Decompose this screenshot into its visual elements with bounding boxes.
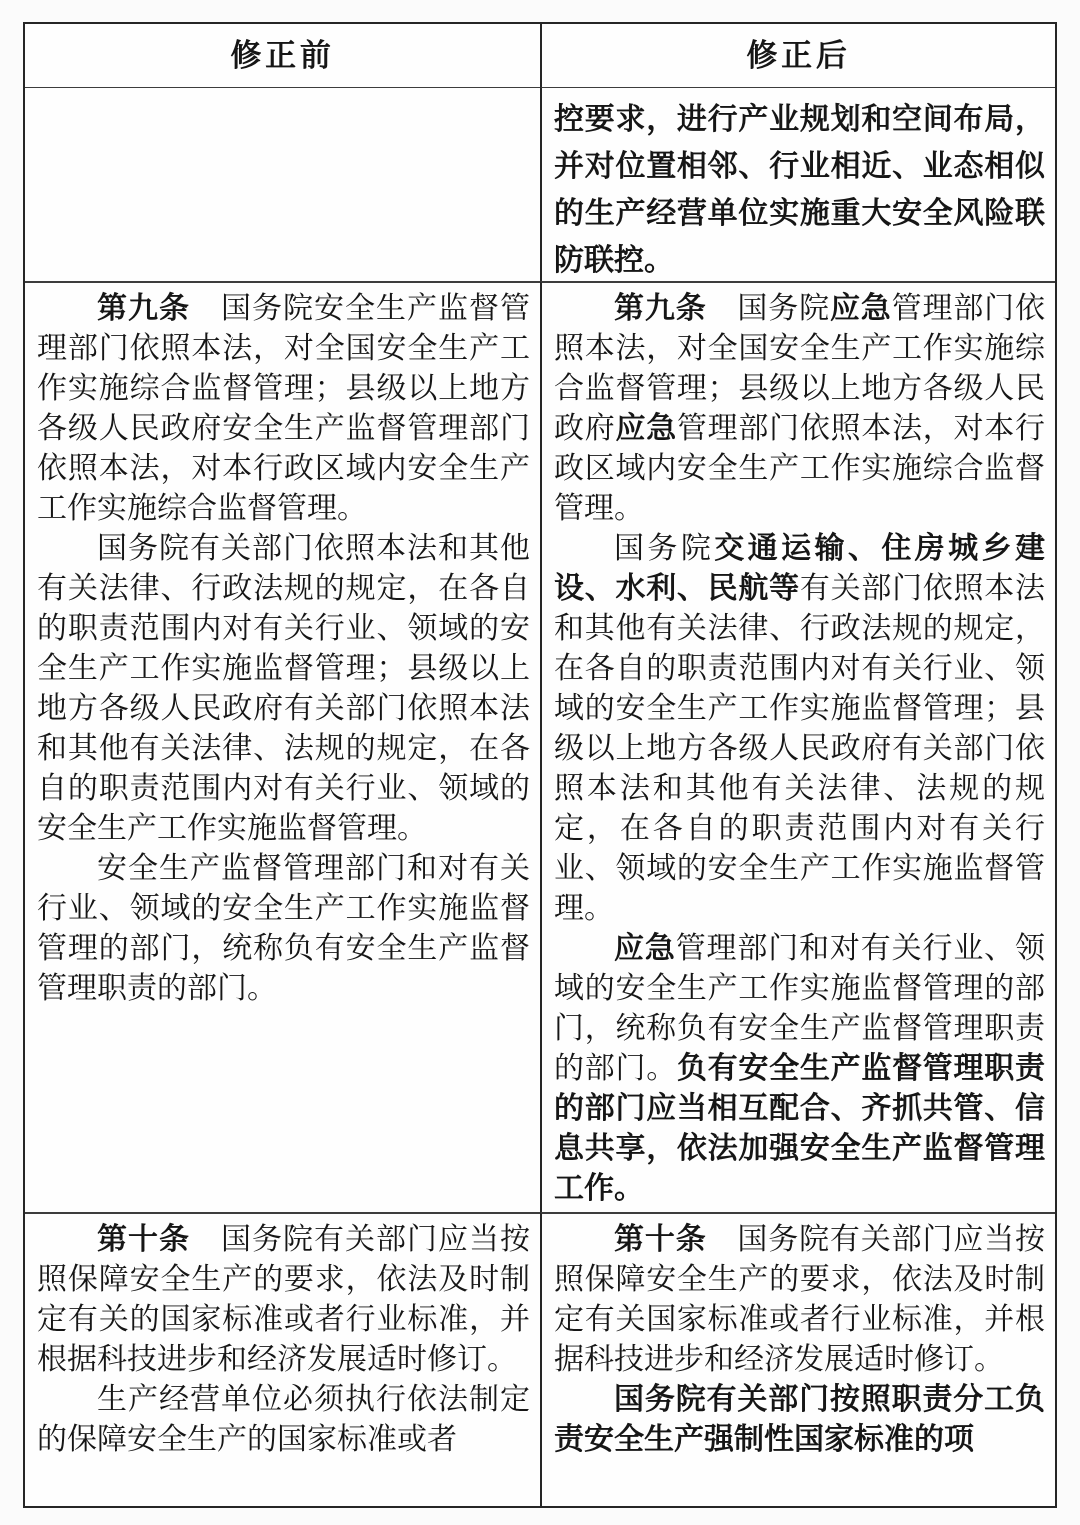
body-text: 国务院 [614,532,715,565]
body-text: 国务院有关部门应当按照保障安全生产的要求，依法及时制定有关的国家标准或者行业标准，并根据科技进步和经济发展适时修订。 [37,1223,530,1376]
cell-before-article-10 [25,1212,540,1506]
body-text: 国务院有关部门依照本法和其他有关法律、行政法规的规定，在各自的职责范围内对有关行业、领域的安全生产工作实施监督管理；县级以上地方各级人民政府有关部门依照本法和其他有关法律、法规的规定，在各自的职责范围内对有关行业、领域的安全生产工作实施监督管理。 [37,532,530,845]
body-text: 国务院 [706,292,830,325]
header-before: 修正前 [25,24,540,88]
emphasized-text: 应急 [615,412,677,445]
emphasized-text: 负有安全生产监督管理职责的部门应当相互配合、齐抓共管、信息共享，依法加强安全生产监督管理工作。 [554,1052,1046,1205]
emphasized-text: 应急 [614,932,676,965]
emphasized-text: 第十条 [614,1223,707,1256]
paragraph [554,1380,1045,1460]
emphasized-text: 控要求，进行产业规划和空间布局，并对位置相邻、行业相近、业态相似的生产经营单位实施重大安全风险联防联控。 [554,103,1045,277]
emphasized-text: 交通运输、住房城乡建设、水利、民航等 [554,532,1045,605]
cell-after-article-10 [540,1212,1055,1506]
paragraph [554,289,1045,529]
paragraph [37,849,530,1009]
paragraph [37,1380,530,1460]
cell-after-article-9 [540,281,1055,1212]
paragraph [37,1220,530,1380]
paragraph [554,929,1045,1209]
body-text: 国务院有关部门应当按照保障安全生产的要求，依法及时制定有关国家标准或者行业标准，并根据科技进步和经济发展适时修订。 [554,1223,1046,1376]
body-text: 安全生产监督管理部门和对有关行业、领域的安全生产工作实施监督管理的部门，统称负有安全生产监督管理职责的部门。 [37,852,530,1005]
comparison-table [23,22,1057,1508]
cell-before-carryover-clause [25,88,540,281]
body-text: 生产经营单位必须执行依法制定的保障安全生产的国家标准或者 [37,1383,530,1456]
paragraph [554,1220,1045,1380]
emphasized-text: 国务院有关部门按照职责分工负责安全生产强制性国家标准的项 [554,1383,1045,1456]
body-text: 国务院安全生产监督管理部门依照本法，对全国安全生产工作实施综合监督管理；县级以上地方各级人民政府安全生产监督管理部门依照本法，对本行政区域内安全生产工作实施综合监督管理。 [37,292,530,525]
paragraph [554,96,1045,281]
paragraph [37,529,530,849]
body-text: 管理部门和对有关行业、领域的安全生产工作实施监督管理的部门，统称负有安全生产监督管理职责的部门。 [554,932,1046,1085]
body-text: 管理部门依照本法，对本行政区域内安全生产工作实施综合监督管理。 [554,412,1046,525]
emphasized-text: 应急 [829,292,892,325]
emphasized-text: 第十条 [97,1223,190,1256]
emphasized-text: 第九条 [97,292,190,325]
cell-before-article-9 [25,281,540,1212]
cell-after-carryover-clause [540,88,1055,281]
paragraph [37,289,530,529]
header-after: 修正后 [540,24,1055,88]
emphasized-text: 第九条 [614,292,707,325]
paragraph [554,529,1045,929]
body-text: 有关部门依照本法和其他有关法律、行政法规的规定，在各自的职责范围内对有关行业、领域的安全生产工作实施监督管理；县级以上地方各级人民政府有关部门依照本法和其他有关法律、法规的规定，在各自的职责范围内对有关行业、领域的安全生产工作实施监督管理。 [554,572,1046,925]
body-text: 管理部门依照本法，对全国安全生产工作实施综合监督管理；县级以上地方各级人民政府 [554,292,1046,445]
